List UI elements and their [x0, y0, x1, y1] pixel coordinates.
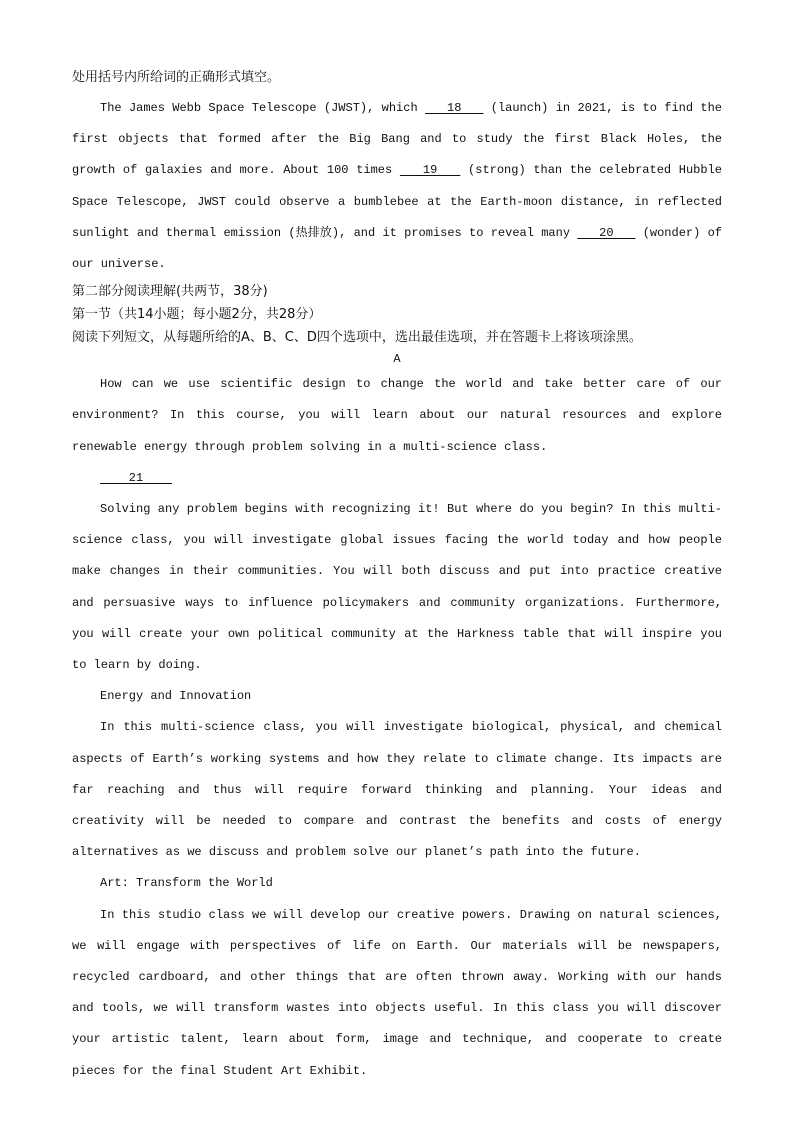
- fill-in-instruction: 处用括号内所给词的正确形式填空。: [72, 70, 281, 85]
- jwst-text-3: (strong) than the celebrated Hubble Space Telescope, JWST could observe a bumblebee at the Earth-moon distance, in reflected sunlight and thermal emission (热排放), and it promises to reveal many: [72, 163, 722, 240]
- jwst-text-1: The James Webb Space Telescope (JWST), which: [100, 101, 425, 115]
- problem-solving-paragraph: Solving any problem begins with recognizing it! But where do you begin? In this multi-science class, you will investigate global issues facing the world today and how people make changes in their communities. You will both discuss and put into practice creative and persuasive ways to influence policymakers and community organizations. Furthermore, you will create your own political community at the Harkness table that will inspire you to learn by doing.: [72, 502, 722, 673]
- jwst-paragraph: [72, 93, 722, 280]
- document-page: [72, 66, 722, 1087]
- section-title: 第二部分阅读理解(共两节，38分): [72, 284, 268, 300]
- art-paragraph: In this studio class we will develop our creative powers. Drawing on natural sciences, we will engage with perspectives of life on Earth. Our materials will be newspapers, recycled cardboard, and other things that are often thrown away. Working with our hands and tools, we will transform wastes into objects useful. In this class you will discover your artistic talent, learn about form, image and technique, and cooperate to create pieces for the final Student Art Exhibit.: [72, 907, 722, 1078]
- intro-paragraph: How can we use scientific design to change the world and take better care of our environment? In this course, you will learn about our natural resources and explore renewable energy through problem solving in a multi-science class.: [72, 377, 722, 454]
- blank-19: 19: [399, 163, 461, 178]
- blank-21: 21: [100, 470, 173, 485]
- passage-label: A: [393, 352, 401, 367]
- jwst-text-4: (wonder) of our universe.: [72, 225, 723, 272]
- jwst-text-2: (launch) in 2021, is to find the first objects that formed after the Big Bang and to study the first Black Holes, the growth of galaxies and more. About 100 times: [72, 101, 723, 178]
- blank-21-line: [72, 463, 722, 494]
- blank-18: 18: [425, 101, 484, 115]
- energy-heading: Energy and Innovation: [100, 689, 252, 704]
- section-subtitle: 第一节（共14小题；每小题2分，共28分）: [72, 307, 322, 323]
- section-instruction: 阅读下列短文，从每题所给的A、B、C、D四个选项中，选出最佳选项，并在答题卡上将该项涂黑。: [72, 330, 642, 346]
- art-heading: Art: Transform the World: [100, 876, 273, 891]
- blank-20: 20: [577, 225, 636, 240]
- energy-paragraph: In this multi-science class, you will investigate biological, physical, and chemical aspects of Earth’s working systems and how they relate to climate change. Its impacts are far reaching and thus will require forward thinking and planning. Your ideas and creativity will be needed to compare and contrast the benefits and costs of energy alternatives as we discuss and problem solve our planet’s path into the future.: [72, 720, 722, 860]
